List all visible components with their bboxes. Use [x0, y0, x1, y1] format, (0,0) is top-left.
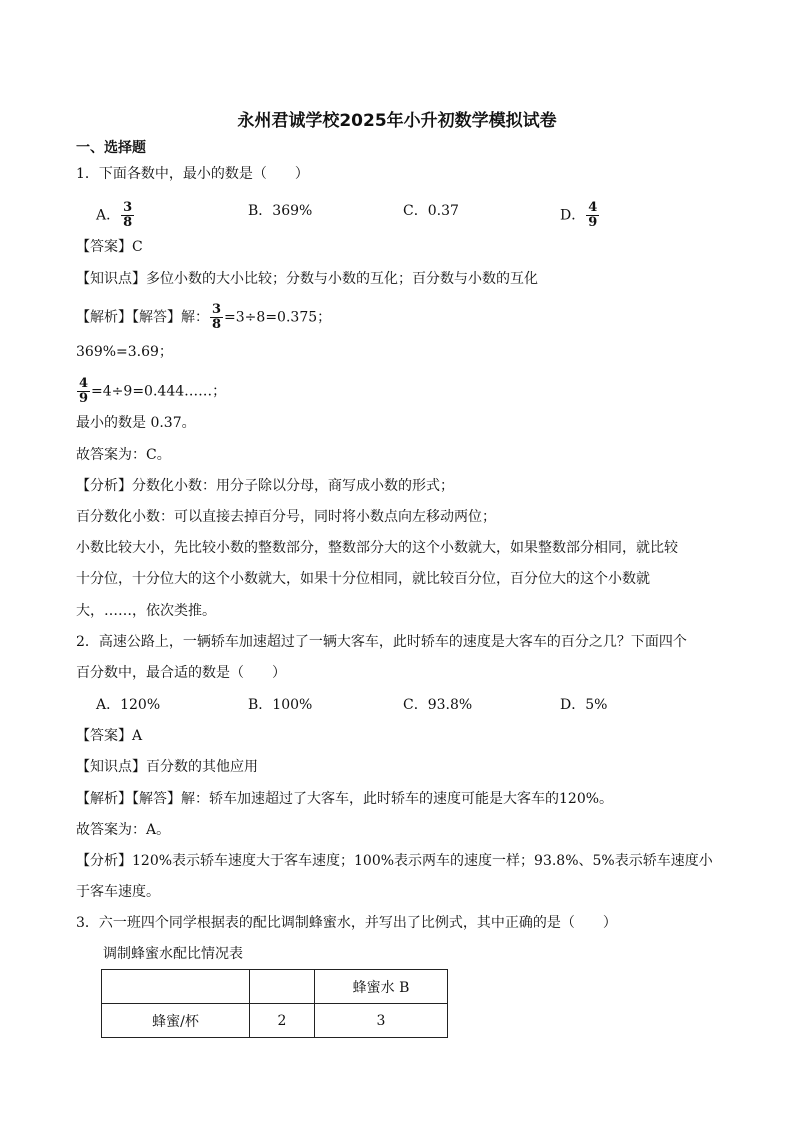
- q1-analysis-line: 最小的数是 0.37。: [76, 415, 196, 431]
- q1-fenxi-line: 百分数化小数：可以直接去掉百分号，同时将小数点向左移动两位；: [76, 509, 496, 525]
- table-header-cell: [102, 970, 250, 1004]
- q3-stem: 3．六一班四个同学根据表的配比调制蜂蜜水，并写出了比例式，其中正确的是（ ）: [76, 915, 617, 931]
- q2-answer: 【答案】A: [76, 728, 143, 744]
- q2-option-c: C．93.8%: [403, 697, 473, 713]
- q2-conclusion: 故答案为：A。: [76, 822, 171, 838]
- q2-fenxi-line: 于客车速度。: [76, 884, 160, 900]
- q1-option-d: D． $\frac{4}{9}$: [560, 200, 598, 230]
- q1-conclusion: 故答案为：C。: [76, 447, 171, 463]
- q1-option-a: A． $\frac{3}{8}$: [96, 200, 133, 230]
- table-header-row: [102, 970, 448, 1004]
- q2-stem: 2．高速公路上，一辆轿车加速超过了一辆大客车，此时轿车的速度是大客车的百分之几？下面四个: [76, 634, 687, 650]
- table-row: [102, 1004, 448, 1038]
- q1-fenxi: 【分析】分数化小数：用分子除以分母，商写成小数的形式；: [76, 478, 454, 494]
- fraction: $\frac{4}{9}$: [588, 200, 598, 230]
- q1-stem: 1．下面各数中，最小的数是（ ）: [76, 166, 309, 182]
- q2-option-d: D．5%: [560, 697, 608, 713]
- section-heading: 一、选择题: [76, 140, 146, 156]
- q2-knowledge: 【知识点】百分数的其他应用: [76, 759, 258, 775]
- q1-analysis-line: $\frac{4}{9}$ =4÷9=0.444……；: [79, 376, 227, 406]
- q1-analysis-line: 369%=3.69；: [76, 344, 173, 360]
- table-cell: 2: [250, 1004, 315, 1038]
- fraction: $\frac{3}{8}$: [212, 302, 222, 332]
- q1-fenxi-line: 小数比较大小，先比较小数的整数部分，整数部分大的这个小数就大，如果整数部分相同，就比较: [76, 540, 678, 556]
- table-cell: 蜂蜜/杯: [102, 1004, 250, 1038]
- fraction: $\frac{3}{8}$: [123, 200, 133, 230]
- ratio-table: [101, 969, 448, 1038]
- q1-option-b: B．369%: [248, 203, 313, 219]
- q1-fenxi-line: 十分位，十分位大的这个小数就大，如果十分位相同，就比较百分位，百分位大的这个小数就: [76, 571, 650, 587]
- table-header-cell: [250, 970, 315, 1004]
- q1-option-c: C．0.37: [403, 203, 459, 219]
- q2-fenxi: 【分析】120%表示轿车速度大于客车速度；100%表示两车的速度一样；93.8%、5%表示轿车速度小: [76, 853, 713, 869]
- q1-analysis: 【解析】【解答】解： $\frac{3}{8}$ =3÷8=0.375；: [76, 302, 332, 332]
- q2-stem: 百分数中，最合适的数是（ ）: [76, 665, 286, 681]
- q1-answer: 【答案】C: [76, 239, 143, 255]
- table-cell: 3: [315, 1004, 448, 1038]
- table-caption: 调制蜂蜜水配比情况表: [103, 946, 243, 962]
- q1-fenxi-line: 大，……，依次类推。: [76, 603, 216, 619]
- q1-knowledge: 【知识点】多位小数的大小比较；分数与小数的互化；百分数与小数的互化: [76, 271, 538, 287]
- q2-option-b: B．100%: [248, 697, 313, 713]
- fraction: $\frac{4}{9}$: [79, 376, 89, 406]
- page-title: 永州君诚学校2025年小升初数学模拟试卷: [237, 111, 557, 131]
- q2-analysis: 【解析】【解答】解：轿车加速超过了大客车，此时轿车的速度可能是大客车的120%。: [76, 791, 614, 807]
- table-header-cell: 蜂蜜水 B: [315, 970, 448, 1004]
- q2-option-a: A．120%: [96, 697, 161, 713]
